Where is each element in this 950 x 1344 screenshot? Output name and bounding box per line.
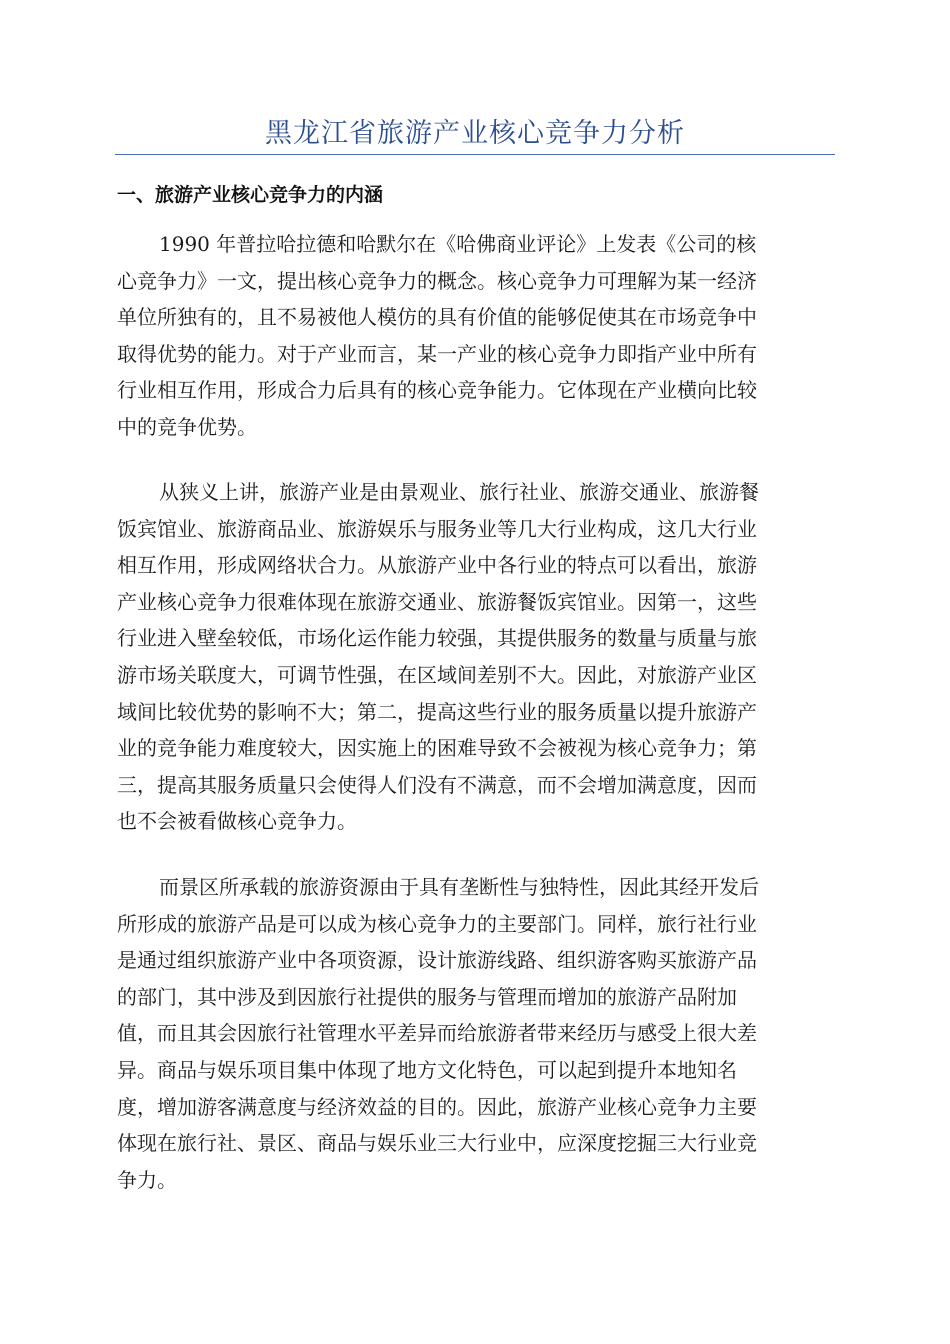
paragraph-line: 争力。 — [117, 1167, 177, 1192]
paragraph-line: 游市场关联度大，可调节性强，在区域间差别不大。因此，对旅游产业区 — [117, 662, 757, 687]
paragraph-2 — [117, 474, 837, 840]
paragraph-line: 心竞争力》一文，提出核心竞争力的概念。核心竞争力可理解为某一经济 — [117, 268, 757, 293]
paragraph-line: 1990 年普拉哈拉德和哈默尔在《哈佛商业评论》上发表《公司的核 — [159, 232, 757, 256]
paragraph-line: 体现在旅行社、景区、商品与娱乐业三大行业中，应深度挖掘三大行业竞 — [117, 1131, 757, 1156]
paragraph-line: 单位所独有的，且不易被他人模仿的具有价值的能够促使其在市场竞争中 — [117, 305, 757, 330]
paragraph-line: 异。商品与娱乐项目集中体现了地方文化特色，可以起到提升本地知名 — [117, 1057, 737, 1082]
paragraph-line: 所形成的旅游产品是可以成为核心竞争力的主要部门。同样，旅行社行业 — [117, 911, 757, 936]
paragraph-line: 域间比较优势的影响不大；第二，提高这些行业的服务质量以提升旅游产 — [117, 699, 757, 724]
paragraph-line: 而景区所承载的旅游资源由于具有垄断性与独特性，因此其经开发后 — [159, 875, 759, 899]
paragraph-line: 相互作用，形成网络状合力。从旅游产业中各行业的特点可以看出，旅游 — [117, 553, 757, 578]
paragraph-line: 值，而且其会因旅行社管理水平差异而给旅游者带来经历与感受上很大差 — [117, 1021, 757, 1046]
paragraph-line: 是通过组织旅游产业中各项资源，设计旅游线路、组织游客购买旅游产品 — [117, 948, 757, 973]
title-underline — [115, 154, 835, 155]
paragraph-line: 也不会被看做核心竞争力。 — [117, 809, 357, 834]
section-heading: 一、旅游产业核心竞争力的内涵 — [117, 184, 384, 206]
paragraph-line: 的部门，其中涉及到因旅行社提供的服务与管理而增加的旅游产品附加 — [117, 984, 737, 1009]
paragraph-line: 三，提高其服务质量只会使得人们没有不满意，而不会增加满意度，因而 — [117, 772, 757, 797]
paragraph-1 — [117, 226, 837, 446]
paragraph-line: 度，增加游客满意度与经济效益的目的。因此，旅游产业核心竞争力主要 — [117, 1094, 757, 1119]
paragraph-line: 行业进入壁垒较低，市场化运作能力较强，其提供服务的数量与质量与旅 — [117, 626, 757, 651]
paragraph-line: 取得优势的能力。对于产业而言，某一产业的核心竞争力即指产业中所有 — [117, 341, 757, 366]
paragraph-line: 业的竞争能力难度较大，因实施上的困难导致不会被视为核心竞争力；第 — [117, 736, 757, 761]
paragraph-line: 产业核心竞争力很难体现在旅游交通业、旅游餐饭宾馆业。因第一，这些 — [117, 589, 757, 614]
paragraph-line: 中的竞争优势。 — [117, 414, 257, 439]
document-title: 黑龙江省旅游产业核心竞争力分析 — [265, 118, 685, 149]
paragraph-line: 饭宾馆业、旅游商品业、旅游娱乐与服务业等几大行业构成，这几大行业 — [117, 516, 757, 541]
paragraph-3 — [117, 869, 837, 1198]
paragraph-line: 从狭义上讲，旅游产业是由景观业、旅行社业、旅游交通业、旅游餐 — [159, 480, 759, 504]
paragraph-line: 行业相互作用，形成合力后具有的核心竞争能力。它体现在产业横向比较 — [117, 378, 757, 403]
